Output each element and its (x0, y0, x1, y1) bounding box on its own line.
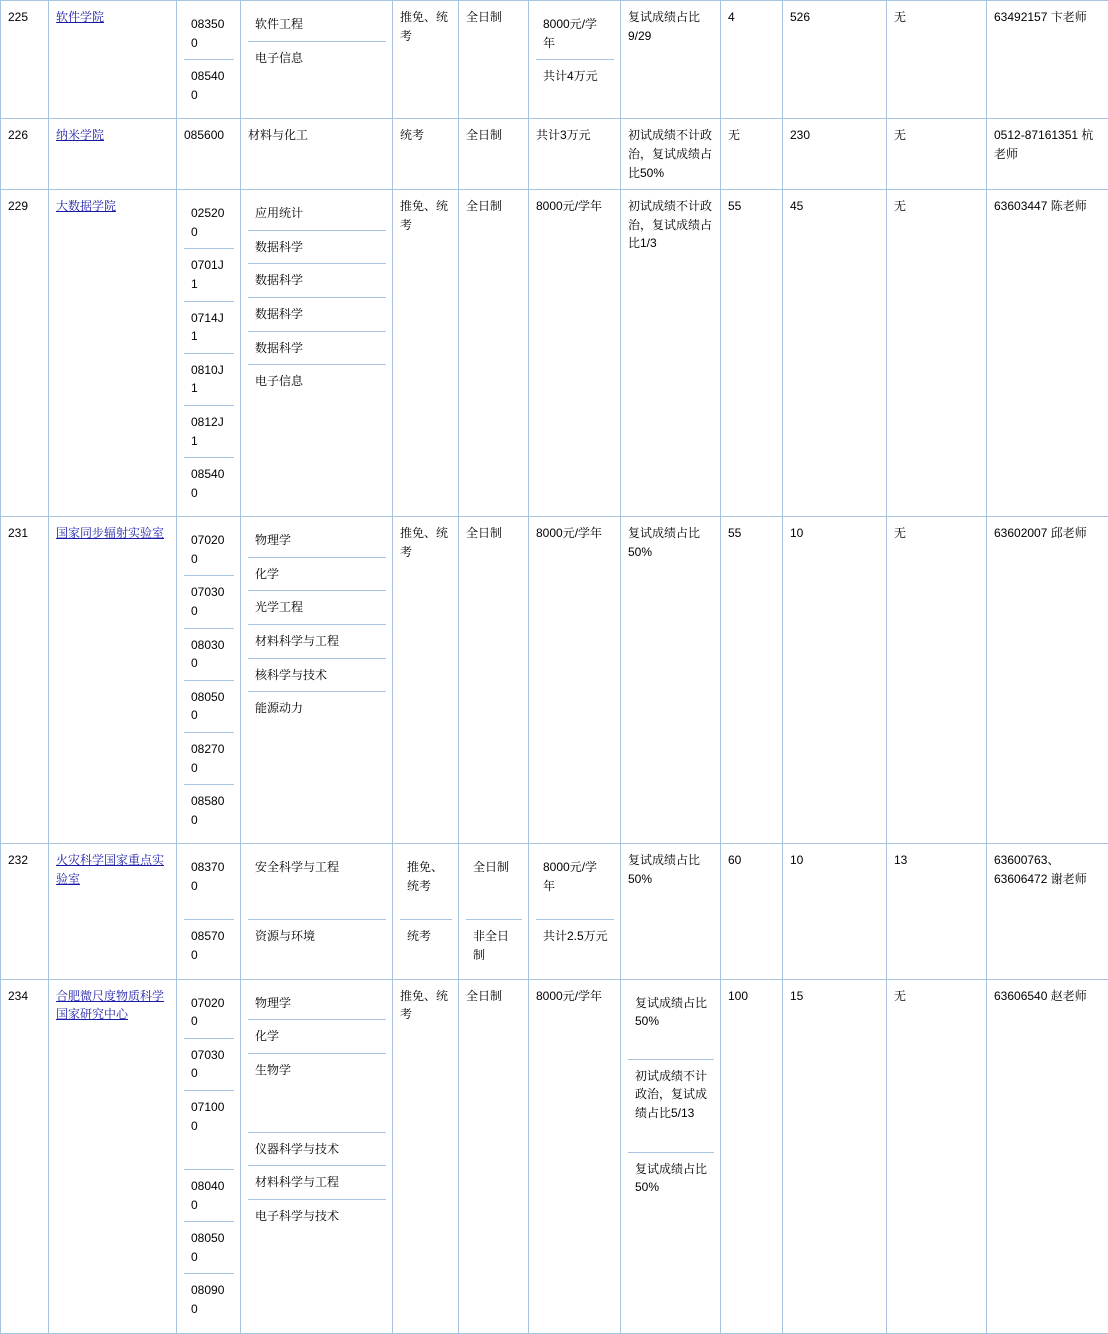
study-form: 全日制 (459, 1, 529, 119)
exam-type: 推免、统考 (393, 517, 459, 844)
count-3: 无 (887, 1, 987, 119)
study-form: 全日制 (459, 190, 529, 517)
count-2: 15 (783, 979, 887, 1333)
program-code: 071000 (184, 1090, 234, 1169)
program-code: 080300 (184, 628, 234, 680)
program-code: 0714J1 (184, 301, 234, 353)
unit-cell (49, 979, 177, 1333)
study-form: 全日制 (459, 517, 529, 844)
program-major: 数据科学 (248, 230, 386, 264)
row-index: 232 (1, 844, 49, 979)
unit-link[interactable]: 纳米学院 (56, 128, 104, 142)
program-code: 083700 (184, 851, 234, 920)
row-index: 231 (1, 517, 49, 844)
code-cell (177, 517, 241, 844)
fee-value: 8000元/学年 (536, 851, 614, 920)
program-major: 电子信息 (248, 41, 386, 74)
major-cell (241, 1, 393, 119)
contact-cell: 63606540 赵老师 (987, 979, 1108, 1333)
count-1: 100 (721, 979, 783, 1333)
table-row (1, 517, 1108, 844)
unit-cell (49, 190, 177, 517)
note-value: 复试成绩占比50% (628, 1152, 714, 1204)
exam-type: 推免、统考 (400, 851, 452, 920)
program-code: 0701J1 (184, 249, 234, 301)
count-3: 无 (887, 517, 987, 844)
exam-type: 推免、统考 (393, 1, 459, 119)
study-form: 全日制 (459, 119, 529, 190)
program-major: 数据科学 (248, 264, 386, 298)
unit-cell (49, 517, 177, 844)
count-3: 无 (887, 979, 987, 1333)
major-cell (241, 979, 393, 1333)
note-cell: 初试成绩不计政治，复试成绩占比50% (621, 119, 721, 190)
program-major: 材料科学与工程 (248, 625, 386, 659)
program-major: 资源与环境 (248, 920, 386, 953)
exam-type-cell (393, 844, 459, 979)
program-major: 电子科学与技术 (248, 1199, 386, 1232)
note-cell (621, 979, 721, 1333)
program-major: 安全科学与工程 (248, 851, 386, 920)
exam-type: 统考 (400, 920, 452, 953)
count-1: 4 (721, 1, 783, 119)
program-major: 数据科学 (248, 331, 386, 365)
count-1: 60 (721, 844, 783, 979)
fee-cell: 8000元/学年 (529, 979, 621, 1333)
program-code: 080400 (184, 1169, 234, 1221)
fee-value: 共计4万元 (536, 60, 614, 93)
contact-cell: 63492157 卞老师 (987, 1, 1108, 119)
count-1: 无 (721, 119, 783, 190)
program-code: 070300 (184, 576, 234, 628)
fee-cell (529, 1, 621, 119)
program-major: 软件工程 (248, 8, 386, 41)
program-code: 070300 (184, 1038, 234, 1090)
fee-cell: 共计3万元 (529, 119, 621, 190)
count-3: 无 (887, 119, 987, 190)
program-major: 数据科学 (248, 297, 386, 331)
count-2: 45 (783, 190, 887, 517)
row-index: 225 (1, 1, 49, 119)
unit-link[interactable]: 国家同步辐射实验室 (56, 526, 164, 540)
program-major: 物理学 (248, 524, 386, 557)
program-code: 0812J1 (184, 405, 234, 457)
count-2: 10 (783, 844, 887, 979)
program-code: 083500 (184, 8, 234, 60)
unit-link[interactable]: 火灾科学国家重点实验室 (56, 853, 164, 886)
program-code: 0810J1 (184, 353, 234, 405)
unit-cell (49, 119, 177, 190)
count-2: 230 (783, 119, 887, 190)
program-code: 070200 (184, 524, 234, 576)
program-major: 应用统计 (248, 197, 386, 230)
program-major: 化学 (248, 557, 386, 591)
count-1: 55 (721, 517, 783, 844)
study-form: 全日制 (459, 979, 529, 1333)
program-code: 080500 (184, 1222, 234, 1274)
major-cell (241, 844, 393, 979)
unit-link[interactable]: 软件学院 (56, 10, 104, 24)
unit-cell (49, 844, 177, 979)
code-cell (177, 1, 241, 119)
note-cell: 复试成绩占比9/29 (621, 1, 721, 119)
unit-link[interactable]: 大数据学院 (56, 199, 116, 213)
code-cell (177, 190, 241, 517)
note-cell: 初试成绩不计政治，复试成绩占比1/3 (621, 190, 721, 517)
study-form: 非全日制 (466, 920, 522, 972)
table-row (1, 979, 1108, 1333)
contact-cell: 0512-87161351 杭老师 (987, 119, 1108, 190)
study-form: 全日制 (466, 851, 522, 920)
program-major: 能源动力 (248, 692, 386, 725)
exam-type: 推免、统考 (393, 190, 459, 517)
program-code: 082700 (184, 733, 234, 785)
program-major: 化学 (248, 1020, 386, 1054)
program-code: 080900 (184, 1274, 234, 1326)
contact-cell: 63602007 邱老师 (987, 517, 1108, 844)
program-code: 025200 (184, 197, 234, 249)
program-code: 085400 (184, 60, 234, 112)
program-code: 085400 (184, 458, 234, 510)
program-code: 070200 (184, 987, 234, 1039)
fee-value: 共计2.5万元 (536, 920, 614, 953)
code-cell (177, 844, 241, 979)
program-major: 材料科学与工程 (248, 1166, 386, 1200)
count-3: 13 (887, 844, 987, 979)
count-1: 55 (721, 190, 783, 517)
fee-cell (529, 844, 621, 979)
unit-link[interactable]: 合肥微尺度物质科学国家研究中心 (56, 989, 164, 1022)
major-cell: 材料与化工 (241, 119, 393, 190)
count-2: 526 (783, 1, 887, 119)
contact-cell: 63603447 陈老师 (987, 190, 1108, 517)
count-2: 10 (783, 517, 887, 844)
note-value: 初试成绩不计政治，复试成绩占比5/13 (628, 1059, 714, 1152)
exam-type: 推免、统考 (393, 979, 459, 1333)
row-index: 226 (1, 119, 49, 190)
row-index: 234 (1, 979, 49, 1333)
count-3: 无 (887, 190, 987, 517)
study-form-cell (459, 844, 529, 979)
program-major: 光学工程 (248, 591, 386, 625)
table-row (1, 1, 1108, 119)
fee-cell: 8000元/学年 (529, 517, 621, 844)
program-major: 仪器科学与技术 (248, 1132, 386, 1166)
table-row (1, 190, 1108, 517)
unit-cell (49, 1, 177, 119)
program-major: 电子信息 (248, 365, 386, 398)
major-cell (241, 517, 393, 844)
program-major: 核科学与技术 (248, 658, 386, 692)
program-code: 080500 (184, 680, 234, 732)
table-row (1, 844, 1108, 979)
exam-type: 统考 (393, 119, 459, 190)
program-major: 物理学 (248, 987, 386, 1020)
major-cell (241, 190, 393, 517)
note-cell: 复试成绩占比50% (621, 844, 721, 979)
fee-value: 8000元/学年 (536, 8, 614, 60)
table-row (1, 119, 1108, 190)
fee-cell: 8000元/学年 (529, 190, 621, 517)
program-code: 085700 (184, 920, 234, 972)
code-cell (177, 979, 241, 1333)
note-value: 复试成绩占比50% (628, 987, 714, 1060)
row-index: 229 (1, 190, 49, 517)
code-cell: 085600 (177, 119, 241, 190)
contact-cell: 63600763、63606472 谢老师 (987, 844, 1108, 979)
program-code: 085800 (184, 785, 234, 837)
note-cell: 复试成绩占比50% (621, 517, 721, 844)
program-major: 生物学 (248, 1053, 386, 1132)
